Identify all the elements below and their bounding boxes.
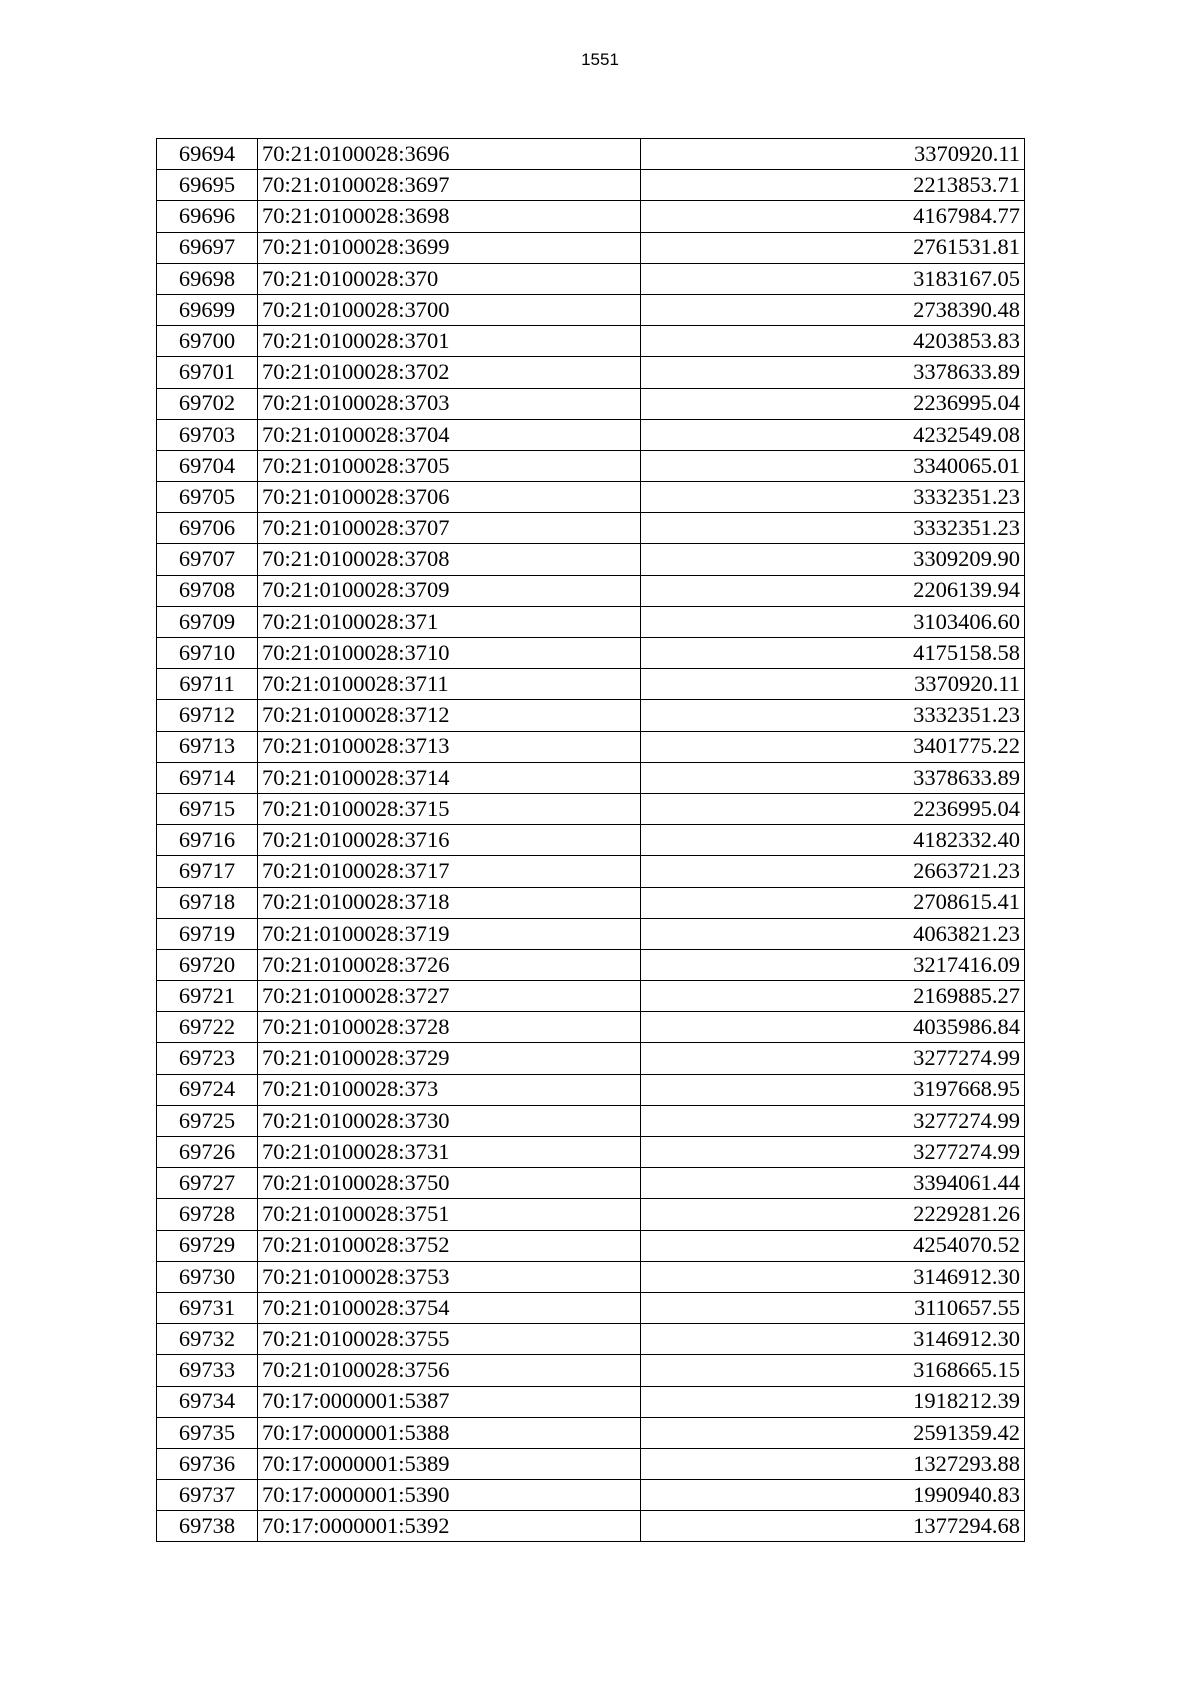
table-row: [157, 1199, 1025, 1230]
table-row: [157, 1043, 1025, 1074]
table-row: [157, 1417, 1025, 1448]
cadastral-value-cell: 3378633.89: [641, 762, 1025, 793]
row-number-cell: 69736: [157, 1448, 258, 1479]
table-row: [157, 388, 1025, 419]
row-number-cell: 69731: [157, 1292, 258, 1323]
cadastral-value-cell: 4254070.52: [641, 1230, 1025, 1261]
cadastral-number-cell: 70:21:0100028:3716: [258, 825, 641, 856]
cadastral-number-cell: 70:21:0100028:3706: [258, 482, 641, 513]
row-number-cell: 69725: [157, 1105, 258, 1136]
row-number-cell: 69715: [157, 793, 258, 824]
table-row: [157, 513, 1025, 544]
cadastral-value-cell: 3394061.44: [641, 1168, 1025, 1199]
cadastral-number-cell: 70:21:0100028:3707: [258, 513, 641, 544]
cadastral-number-cell: 70:21:0100028:3714: [258, 762, 641, 793]
row-number-cell: 69732: [157, 1324, 258, 1355]
cadastral-number-cell: 70:21:0100028:3731: [258, 1137, 641, 1168]
table-row: [157, 263, 1025, 294]
cadastral-value-cell: 4167984.77: [641, 201, 1025, 232]
row-number-cell: 69724: [157, 1074, 258, 1105]
row-number-cell: 69712: [157, 700, 258, 731]
cadastral-number-cell: 70:17:0000001:5388: [258, 1417, 641, 1448]
table-row: [157, 544, 1025, 575]
cadastral-value-cell: 3370920.11: [641, 669, 1025, 700]
cadastral-number-cell: 70:21:0100028:3756: [258, 1355, 641, 1386]
cadastral-number-cell: 70:21:0100028:3711: [258, 669, 641, 700]
cadastral-value-cell: 4175158.58: [641, 638, 1025, 669]
row-number-cell: 69735: [157, 1417, 258, 1448]
cadastral-value-cell: 3110657.55: [641, 1292, 1025, 1323]
row-number-cell: 69695: [157, 170, 258, 201]
table-row: [157, 606, 1025, 637]
table-row: [157, 170, 1025, 201]
row-number-cell: 69717: [157, 856, 258, 887]
cadastral-number-cell: 70:21:0100028:3710: [258, 638, 641, 669]
cadastral-value-cell: 2663721.23: [641, 856, 1025, 887]
row-number-cell: 69723: [157, 1043, 258, 1074]
cadastral-value-cell: 2761531.81: [641, 232, 1025, 263]
row-number-cell: 69697: [157, 232, 258, 263]
cadastral-number-cell: 70:21:0100028:3713: [258, 731, 641, 762]
cadastral-number-cell: 70:21:0100028:371: [258, 606, 641, 637]
cadastral-value-cell: 3146912.30: [641, 1324, 1025, 1355]
row-number-cell: 69722: [157, 1012, 258, 1043]
cadastral-number-cell: 70:17:0000001:5389: [258, 1448, 641, 1479]
table-row: [157, 1261, 1025, 1292]
table-row: [157, 482, 1025, 513]
table-row: [157, 1168, 1025, 1199]
cadastral-number-cell: 70:21:0100028:3727: [258, 981, 641, 1012]
row-number-cell: 69729: [157, 1230, 258, 1261]
cadastral-number-cell: 70:21:0100028:3752: [258, 1230, 641, 1261]
table-row: [157, 1324, 1025, 1355]
cadastral-number-cell: 70:21:0100028:3754: [258, 1292, 641, 1323]
table-row: [157, 638, 1025, 669]
table-row: [157, 1480, 1025, 1511]
cadastral-value-cell: 2169885.27: [641, 981, 1025, 1012]
row-number-cell: 69707: [157, 544, 258, 575]
row-number-cell: 69694: [157, 139, 258, 170]
cadastral-value-cell: 3340065.01: [641, 450, 1025, 481]
row-number-cell: 69721: [157, 981, 258, 1012]
cadastral-value-cell: 3332351.23: [641, 513, 1025, 544]
row-number-cell: 69710: [157, 638, 258, 669]
row-number-cell: 69705: [157, 482, 258, 513]
cadastral-value-cell: 3401775.22: [641, 731, 1025, 762]
table-row: [157, 139, 1025, 170]
page-number: 1551: [581, 50, 619, 69]
cadastral-number-cell: 70:21:0100028:3701: [258, 326, 641, 357]
cadastral-value-table: [156, 138, 1025, 1542]
row-number-cell: 69726: [157, 1137, 258, 1168]
cadastral-value-cell: 3277274.99: [641, 1105, 1025, 1136]
cadastral-number-cell: 70:21:0100028:3709: [258, 575, 641, 606]
cadastral-number-cell: 70:21:0100028:3715: [258, 793, 641, 824]
cadastral-value-cell: 4182332.40: [641, 825, 1025, 856]
cadastral-number-cell: 70:21:0100028:3704: [258, 419, 641, 450]
cadastral-number-cell: 70:17:0000001:5390: [258, 1480, 641, 1511]
row-number-cell: 69701: [157, 357, 258, 388]
cadastral-number-cell: 70:21:0100028:3702: [258, 357, 641, 388]
cadastral-value-cell: 2236995.04: [641, 793, 1025, 824]
table-row: [157, 793, 1025, 824]
cadastral-value-cell: 3332351.23: [641, 700, 1025, 731]
table-body: [157, 139, 1025, 1542]
table-row: [157, 1511, 1025, 1542]
table-row: [157, 326, 1025, 357]
cadastral-value-cell: 3332351.23: [641, 482, 1025, 513]
table-row: [157, 1355, 1025, 1386]
table-row: [157, 918, 1025, 949]
row-number-cell: 69727: [157, 1168, 258, 1199]
table-row: [157, 575, 1025, 606]
cadastral-number-cell: 70:21:0100028:370: [258, 263, 641, 294]
cadastral-number-cell: 70:21:0100028:3698: [258, 201, 641, 232]
table-row: [157, 981, 1025, 1012]
table-row: [157, 1105, 1025, 1136]
row-number-cell: 69711: [157, 669, 258, 700]
cadastral-number-cell: 70:21:0100028:3696: [258, 139, 641, 170]
cadastral-number-cell: 70:21:0100028:3730: [258, 1105, 641, 1136]
table-row: [157, 1137, 1025, 1168]
table-row: [157, 1230, 1025, 1261]
cadastral-number-cell: 70:17:0000001:5387: [258, 1386, 641, 1417]
cadastral-number-cell: 70:21:0100028:3703: [258, 388, 641, 419]
table-row: [157, 357, 1025, 388]
table-row: [157, 856, 1025, 887]
cadastral-value-cell: 4203853.83: [641, 326, 1025, 357]
table-row: [157, 762, 1025, 793]
cadastral-value-cell: 3103406.60: [641, 606, 1025, 637]
row-number-cell: 69706: [157, 513, 258, 544]
cadastral-number-cell: 70:21:0100028:373: [258, 1074, 641, 1105]
row-number-cell: 69698: [157, 263, 258, 294]
cadastral-value-cell: 2229281.26: [641, 1199, 1025, 1230]
cadastral-number-cell: 70:21:0100028:3717: [258, 856, 641, 887]
cadastral-value-cell: 1327293.88: [641, 1448, 1025, 1479]
cadastral-value-cell: 2213853.71: [641, 170, 1025, 201]
table-row: [157, 731, 1025, 762]
cadastral-value-cell: 2708615.41: [641, 887, 1025, 918]
cadastral-number-cell: 70:21:0100028:3700: [258, 294, 641, 325]
table-row: [157, 232, 1025, 263]
cadastral-value-cell: 2738390.48: [641, 294, 1025, 325]
cadastral-number-cell: 70:21:0100028:3697: [258, 170, 641, 201]
row-number-cell: 69699: [157, 294, 258, 325]
cadastral-value-cell: 3168665.15: [641, 1355, 1025, 1386]
row-number-cell: 69728: [157, 1199, 258, 1230]
table-row: [157, 949, 1025, 980]
table-row: [157, 450, 1025, 481]
cadastral-number-cell: 70:21:0100028:3726: [258, 949, 641, 980]
cadastral-value-cell: 3309209.90: [641, 544, 1025, 575]
table-row: [157, 1074, 1025, 1105]
cadastral-number-cell: 70:21:0100028:3705: [258, 450, 641, 481]
cadastral-value-cell: 1990940.83: [641, 1480, 1025, 1511]
cadastral-value-cell: 4232549.08: [641, 419, 1025, 450]
cadastral-number-cell: 70:21:0100028:3708: [258, 544, 641, 575]
cadastral-value-cell: 3277274.99: [641, 1137, 1025, 1168]
row-number-cell: 69737: [157, 1480, 258, 1511]
table-row: [157, 1292, 1025, 1323]
cadastral-number-cell: 70:21:0100028:3719: [258, 918, 641, 949]
row-number-cell: 69720: [157, 949, 258, 980]
cadastral-value-cell: 3370920.11: [641, 139, 1025, 170]
row-number-cell: 69713: [157, 731, 258, 762]
cadastral-number-cell: 70:21:0100028:3712: [258, 700, 641, 731]
row-number-cell: 69708: [157, 575, 258, 606]
table-row: [157, 1386, 1025, 1417]
row-number-cell: 69733: [157, 1355, 258, 1386]
row-number-cell: 69734: [157, 1386, 258, 1417]
row-number-cell: 69719: [157, 918, 258, 949]
row-number-cell: 69738: [157, 1511, 258, 1542]
table-row: [157, 1448, 1025, 1479]
row-number-cell: 69730: [157, 1261, 258, 1292]
cadastral-number-cell: 70:17:0000001:5392: [258, 1511, 641, 1542]
cadastral-number-cell: 70:21:0100028:3755: [258, 1324, 641, 1355]
cadastral-value-cell: 1918212.39: [641, 1386, 1025, 1417]
table-row: [157, 294, 1025, 325]
cadastral-number-cell: 70:21:0100028:3750: [258, 1168, 641, 1199]
cadastral-value-cell: 3378633.89: [641, 357, 1025, 388]
cadastral-number-cell: 70:21:0100028:3753: [258, 1261, 641, 1292]
table-row: [157, 1012, 1025, 1043]
row-number-cell: 69718: [157, 887, 258, 918]
table-row: [157, 700, 1025, 731]
cadastral-number-cell: 70:21:0100028:3729: [258, 1043, 641, 1074]
row-number-cell: 69709: [157, 606, 258, 637]
table-row: [157, 419, 1025, 450]
cadastral-value-cell: 4035986.84: [641, 1012, 1025, 1043]
table-row: [157, 669, 1025, 700]
row-number-cell: 69703: [157, 419, 258, 450]
cadastral-number-cell: 70:21:0100028:3728: [258, 1012, 641, 1043]
row-number-cell: 69696: [157, 201, 258, 232]
cadastral-number-cell: 70:21:0100028:3751: [258, 1199, 641, 1230]
table-row: [157, 825, 1025, 856]
cadastral-value-cell: 3183167.05: [641, 263, 1025, 294]
row-number-cell: 69704: [157, 450, 258, 481]
cadastral-value-cell: 3146912.30: [641, 1261, 1025, 1292]
cadastral-value-cell: 2591359.42: [641, 1417, 1025, 1448]
cadastral-value-cell: 2206139.94: [641, 575, 1025, 606]
cadastral-value-cell: 2236995.04: [641, 388, 1025, 419]
cadastral-number-cell: 70:21:0100028:3718: [258, 887, 641, 918]
row-number-cell: 69716: [157, 825, 258, 856]
cadastral-value-cell: 1377294.68: [641, 1511, 1025, 1542]
cadastral-value-cell: 3217416.09: [641, 949, 1025, 980]
table-row: [157, 887, 1025, 918]
row-number-cell: 69700: [157, 326, 258, 357]
cadastral-value-cell: 3277274.99: [641, 1043, 1025, 1074]
row-number-cell: 69702: [157, 388, 258, 419]
row-number-cell: 69714: [157, 762, 258, 793]
table-row: [157, 201, 1025, 232]
cadastral-number-cell: 70:21:0100028:3699: [258, 232, 641, 263]
cadastral-value-cell: 3197668.95: [641, 1074, 1025, 1105]
cadastral-value-cell: 4063821.23: [641, 918, 1025, 949]
